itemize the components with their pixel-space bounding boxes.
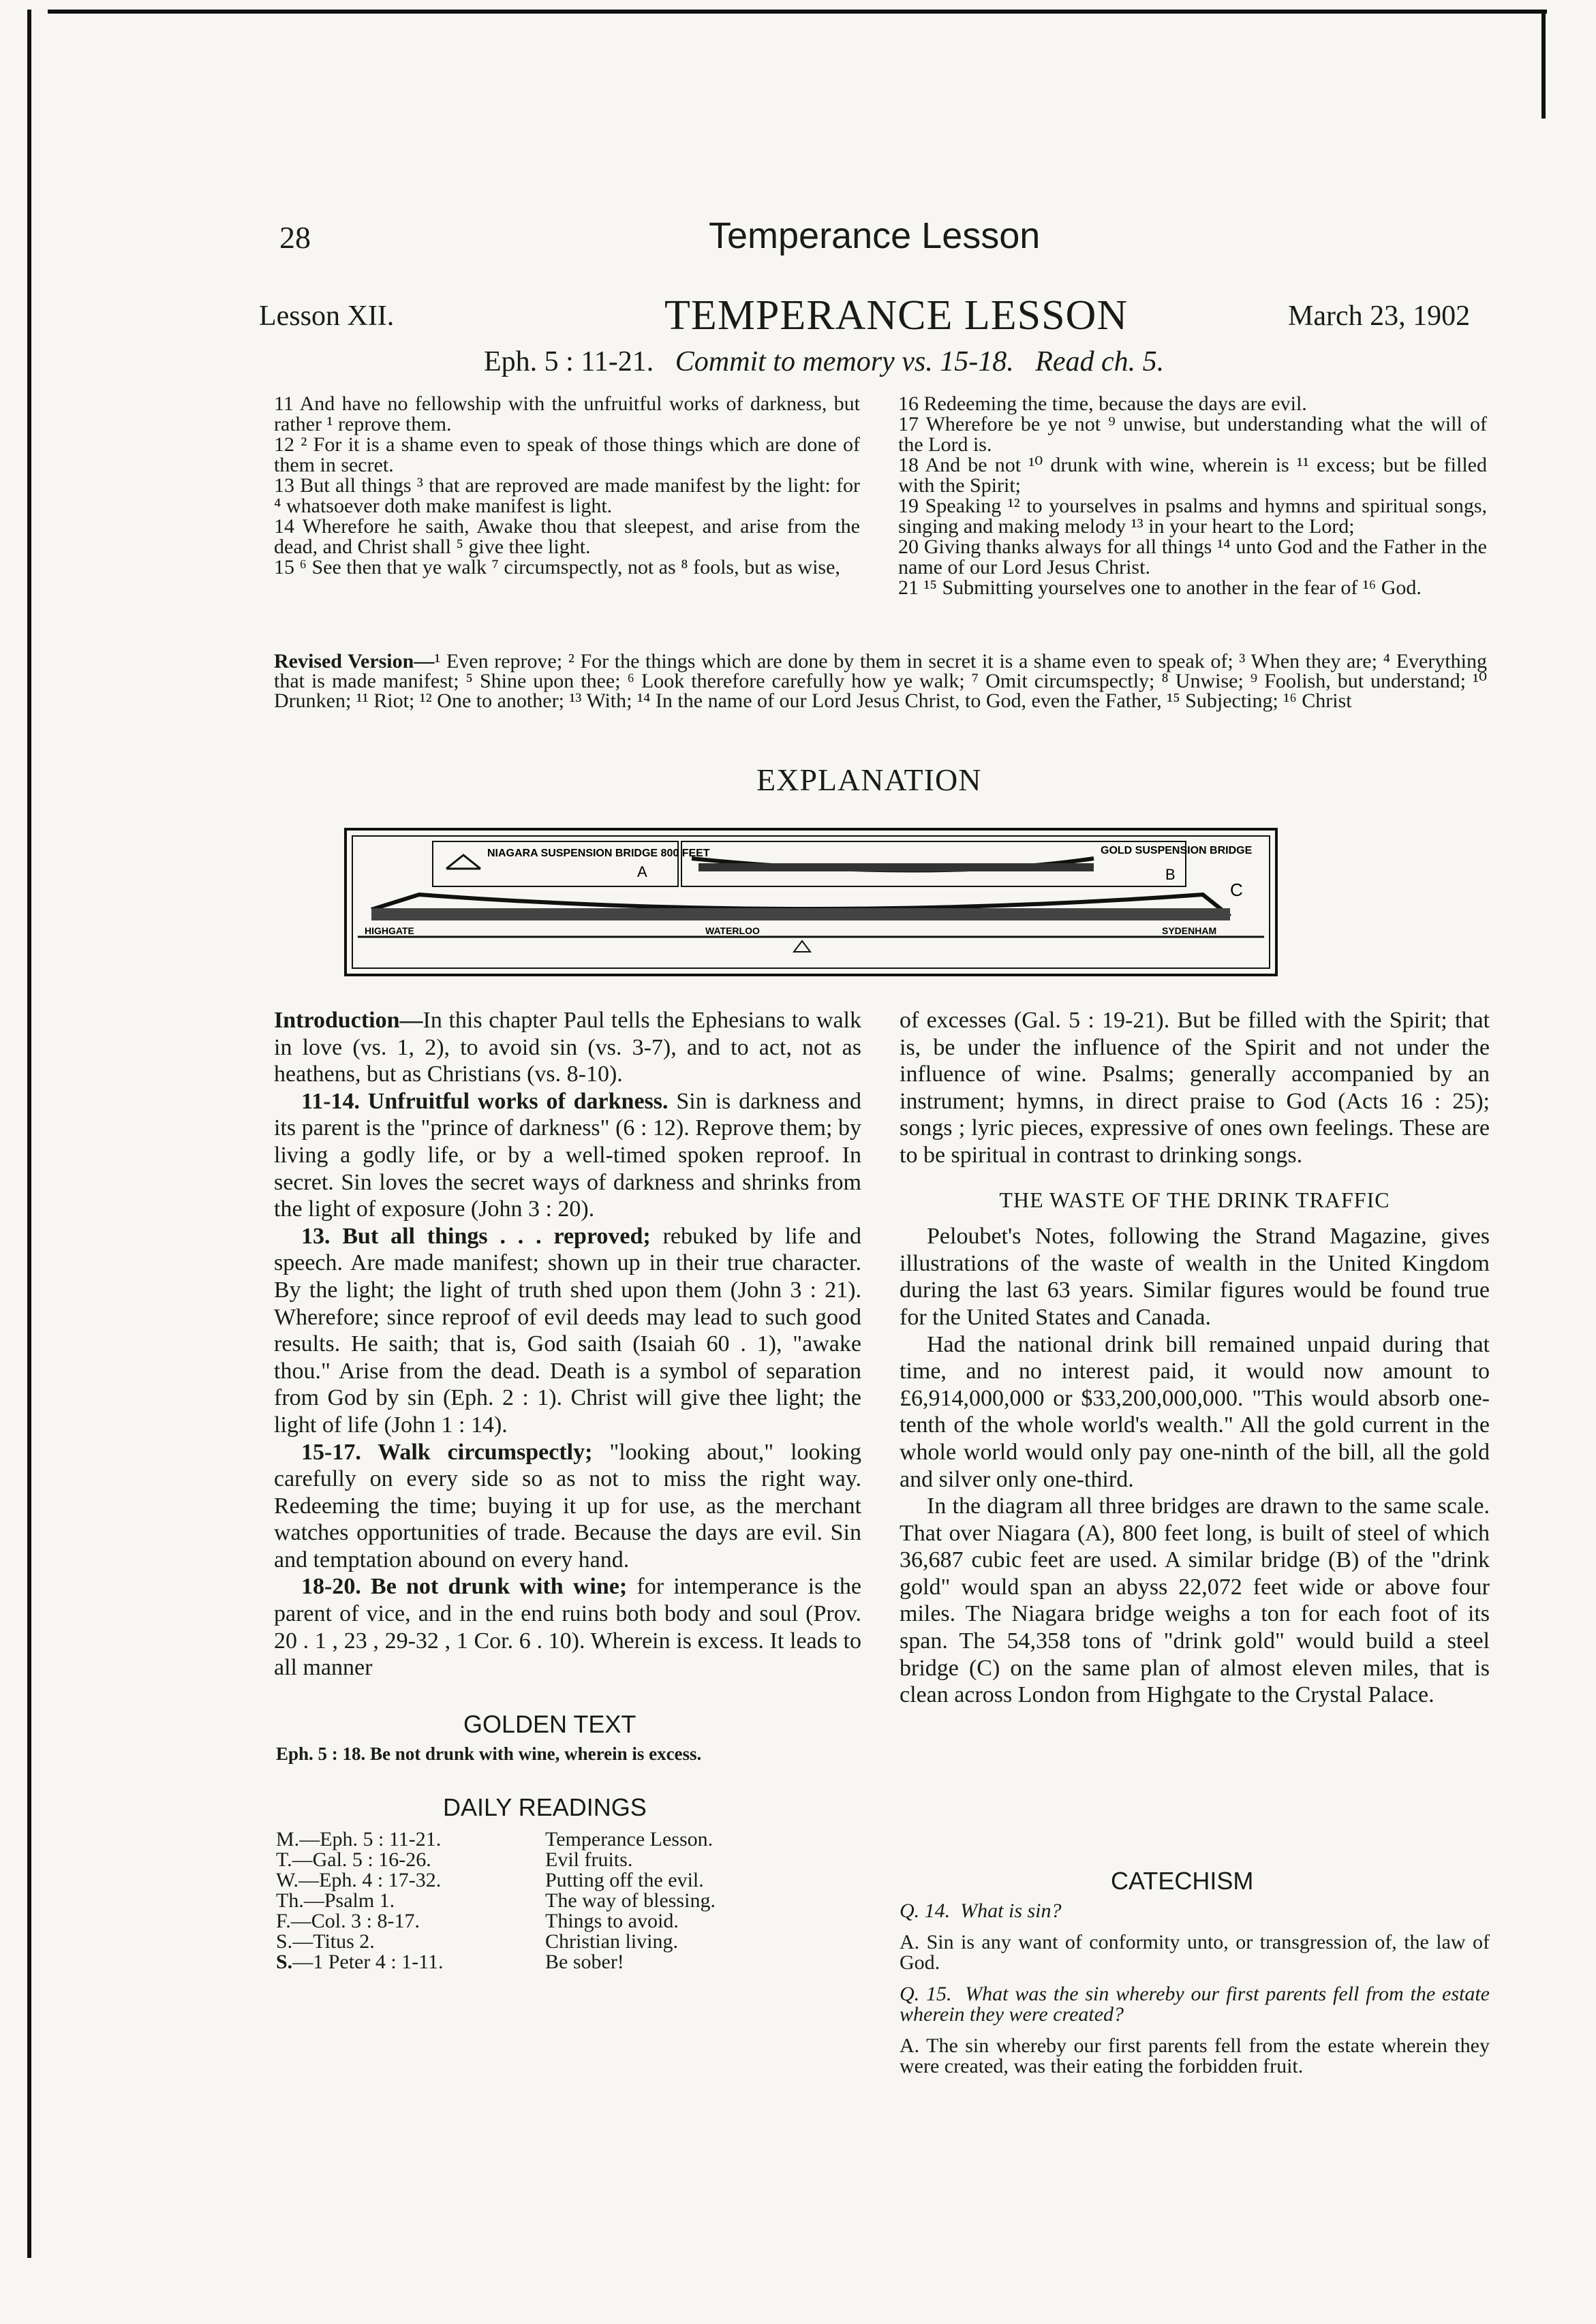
explanation-lead: 11-14. Unfruitful works of darkness. (301, 1088, 669, 1114)
reading-title: The way of blessing. (545, 1889, 716, 1912)
verses-left-column (274, 394, 860, 578)
verse: 14 Wherefore he saith, Awake thou that sleepest, and arise from the dead, and Christ shall ⁵ give thee light. (274, 515, 860, 558)
page-border-top (48, 10, 1547, 14)
reading-ref: F.—Col. 3 : 8-17. (276, 1910, 420, 1932)
catechism-answer: A. The sin whereby our first parents fell from the estate wherein they were created, was their eating the forbidden fruit. (900, 2034, 1490, 2077)
lesson-date: March 23, 1902 (1288, 300, 1471, 332)
verse: 21 ¹⁵ Submitting yourselves one to another in the fear of ¹⁶ God. (898, 576, 1422, 599)
reading-title: Christian living. (545, 1930, 678, 1953)
reading-title: Putting off the evil. (545, 1869, 704, 1891)
waterloo-label: WATERLOO (705, 925, 760, 936)
running-title: Temperance Lesson (709, 215, 1041, 256)
bridge-a-marker: A (637, 863, 647, 880)
sydenham-label: SYDENHAM (1162, 925, 1217, 936)
explanation-paragraph (274, 1223, 861, 1439)
reading-ref: W.—Eph. 4 : 17-32. (276, 1869, 442, 1891)
verse: 15 ⁶ See then that ye walk ⁷ circumspectly, not as ⁸ fools, but as wise, (274, 556, 840, 578)
verses-right-column (898, 394, 1487, 598)
daily-readings-heading: DAILY READINGS (443, 1793, 647, 1821)
catechism-heading: CATECHISM (1111, 1867, 1254, 1895)
catechism-question: Q. 15. What was the sin whereby our first parents fell from the estate wherein they were created? (900, 1983, 1490, 2026)
explanation-lead: 18-20. Be not drunk with wine; (301, 1574, 628, 1600)
reading-ref: T.—Gal. 5 : 16-26. (276, 1848, 431, 1871)
table-row (276, 1932, 716, 1952)
waste-paragraph: Had the national drink bill remained unpaid during that time, and no interest paid, it would now amount to £6,914,000,000 or $33,200,000,000. "This would absorb one-tenth of the whole world's wealth." All the gold current in the whole world would only pay one-ninth of the bill, all the gold and silver only one-third. (900, 1331, 1490, 1492)
reading-title: Evil fruits. (545, 1848, 633, 1871)
memory-instruction: Commit to memory vs. 15-18. (675, 346, 1014, 377)
page-border-left (27, 10, 31, 2258)
table-row (276, 1911, 716, 1932)
explanation-text: for intemperance is the parent of vice, and in the end ruins both body and soul (Prov. 20 . 1 , 23 , 29-32 , 1 Cor. 6 . 10). Wherein is excess. It leads to all manner (274, 1574, 861, 1681)
verse: 11 And have no fellowship with the unfruitful works of darkness, but rather ¹ reprove them. (274, 392, 860, 435)
catechism-answer: A. Sin is any want of conformity unto, or transgression of, the law of God. (900, 1931, 1490, 1974)
explanation-text: of excesses (Gal. 5 : 19-21). But be filled with the Spirit; that is, be under the influence of the Spirit and not under the influence of wine. Psalms; generally accompanied by an instrument; hymns, in direct praise to God (Acts 16 : 25); songs ; lyric pieces, expressive of ones own feelings. These are to be spiritual in contrast to drinking songs. (900, 1008, 1490, 1168)
explanation-text: In this chapter Paul tells the Ephesians to walk in love (vs. 1, 2), to avoid sin (vs. 3-7), and to act, not as heathens, but as Christians (vs. 8-10). (274, 1008, 861, 1087)
reading-ref: M.—Eph. 5 : 11-21. (276, 1828, 442, 1850)
highgate-label: HIGHGATE (365, 925, 414, 936)
explanation-text: "looking about," looking carefully on every side so as not to miss the right way. Redeeming the time; buying it up for use, as the merchant watches opportunities of trade. Because the days are evil. Sin and temptation abound on every hand. (274, 1439, 861, 1572)
table-row (276, 1952, 716, 1972)
table-row (276, 1829, 716, 1850)
bridge-a-icon (446, 855, 480, 869)
explanation-text: Sin is darkness and its parent is the "prince of darkness" (6 : 12). Reprove them; by living a godly life, or by a well-timed spoken reproof. In secret. Sin loves the secret ways of darkness and shrinks from the light of exposure (John 3 : 20). (274, 1088, 861, 1222)
verse: 20 Giving thanks always for all things ¹⁴ unto God and the Father in the name of our Lord Jesus Christ. (898, 536, 1487, 578)
bridge-diagram (344, 828, 1278, 976)
read-instruction: Read ch. 5. (1035, 346, 1165, 377)
table-row (276, 1850, 716, 1870)
explanation-text: rebuked by life and speech. Are made manifest; shown up in their true character. By the light; the light of truth shed upon them (John 3 : 21). Wherefore; since reproof of evil deeds may lead to such good results. He saith; that is, God saith (Isaiah 60 . 1), "awake thou." Arise from the dead. Death is a symbol of separation from God by sin (Eph. 2 : 1). Christ will give thee light; the light of life (John 1 : 14). (274, 1223, 861, 1438)
reading-title: Temperance Lesson. (545, 1828, 713, 1850)
explanation-lead: 13. But all things . . . reproved; (301, 1223, 651, 1249)
verse: 17 Wherefore be ye not ⁹ unwise, but understanding what the will of the Lord is. (898, 413, 1487, 456)
golden-text-heading: GOLDEN TEXT (463, 1710, 636, 1738)
reading-title: Things to avoid. (545, 1910, 679, 1932)
verse: 18 And be not ¹⁰ drunk with wine, wherein is ¹¹ excess; but be filled with the Spirit; (898, 454, 1487, 497)
explanation-lead: 15-17. Walk circumspectly; (301, 1439, 593, 1465)
explanation-left-column (274, 1007, 861, 1682)
bridge-c-marker: C (1230, 880, 1243, 900)
verse: 19 Speaking ¹² to yourselves in psalms and hymns and spiritual songs, singing and making melody ¹³ in your heart to the Lord; (898, 495, 1487, 538)
page-number: 28 (279, 220, 311, 255)
revised-version-note (274, 651, 1487, 711)
scripture-reference: Eph. 5 : 11-21. (484, 346, 654, 377)
reading-ref: Th.—Psalm 1. (276, 1889, 395, 1912)
waste-paragraph: Peloubet's Notes, following the Strand Magazine, gives illustrations of the waste of wealth in the United Kingdom during the last 63 years. Similar figures would be found true for the United States and Canada. (900, 1224, 1490, 1330)
catechism-body (900, 1901, 1490, 2088)
diagram-center-marker (794, 941, 810, 952)
waste-paragraph: In the diagram all three bridges are drawn to the same scale. That over Niagara (A), 800 feet long, is built of steel of which 36,687 cubic feet are used. A similar bridge (B) of the "drink gold" would span an abyss 22,072 feet wide or above four miles. The Niagara bridge weighs a ton for each foot of its span. The 54,358 tons of "drink gold" would build a steel bridge (C) on the same plan of almost eleven miles, that is clean across London from Highgate to the Crystal Palace. (900, 1493, 1490, 1708)
table-row (276, 1891, 716, 1911)
explanation-heading: EXPLANATION (756, 762, 982, 797)
explanation-lead: Introduction— (274, 1008, 423, 1033)
verse: 16 Redeeming the time, because the days are evil. (898, 392, 1307, 415)
reading-title: Be sober! (545, 1951, 624, 1973)
bridge-c-deck (371, 908, 1230, 920)
revised-version-text: ¹ Even reprove; ² For the things which are done by them in secret it is a shame even to speak of; ³ When they are; ⁴ Everything that is made manifest; ⁵ Shine upon thee; ⁶ Look therefore carefully how ye walk; ⁷ Omit circumspectly; ⁸ Unwise; ⁹ Foolish, but understand; ¹⁰ Drunken; ¹¹ Riot; ¹² One to another; ¹³ With; ¹⁴ In the name of our Lord Jesus Christ, to God, even the Father, ¹⁵ Subjecting; ¹⁶ Christ (274, 650, 1487, 712)
revised-version-label: Revised Version— (274, 650, 435, 672)
explanation-paragraph (274, 1007, 861, 1088)
waste-heading: THE WASTE OF THE DRINK TRAFFIC (999, 1187, 1390, 1212)
explanation-paragraph (274, 1088, 861, 1223)
explanation-paragraph (274, 1573, 861, 1681)
bridge-b-deck (699, 863, 1094, 871)
bridge-b-label: GOLD SUSPENSION BRIDGE (1101, 845, 1253, 856)
bridge-b-marker: B (1165, 866, 1176, 883)
explanation-right-column (900, 1007, 1490, 1709)
verse: 13 But all things ³ that are reproved are made manifest by the light: for ⁴ whatsoever doth make manifest is light. (274, 474, 860, 517)
bridge-a-label: NIAGARA SUSPENSION BRIDGE 800 FEET (487, 848, 710, 859)
table-row (276, 1870, 716, 1891)
daily-readings-table (276, 1829, 716, 1972)
lesson-number: Lesson XII. (259, 300, 395, 332)
page-border-right (1541, 10, 1546, 119)
bridge-diagram-svg (344, 828, 1278, 976)
golden-text: Eph. 5 : 18. Be not drunk with wine, wherein is excess. (276, 1744, 702, 1764)
reading-ref: S.—Titus 2. (276, 1930, 375, 1953)
lesson-title: TEMPERANCE LESSON (664, 292, 1129, 339)
reading-ref: S.—1 Peter 4 : 1-11. (276, 1951, 444, 1973)
explanation-paragraph (900, 1007, 1490, 1169)
explanation-paragraph (274, 1439, 861, 1574)
lesson-reference-line (484, 345, 1164, 378)
verse: 12 ² For it is a shame even to speak of those things which are done of them in secret. (274, 433, 860, 476)
catechism-question: Q. 14. What is sin? (900, 1900, 1062, 1922)
